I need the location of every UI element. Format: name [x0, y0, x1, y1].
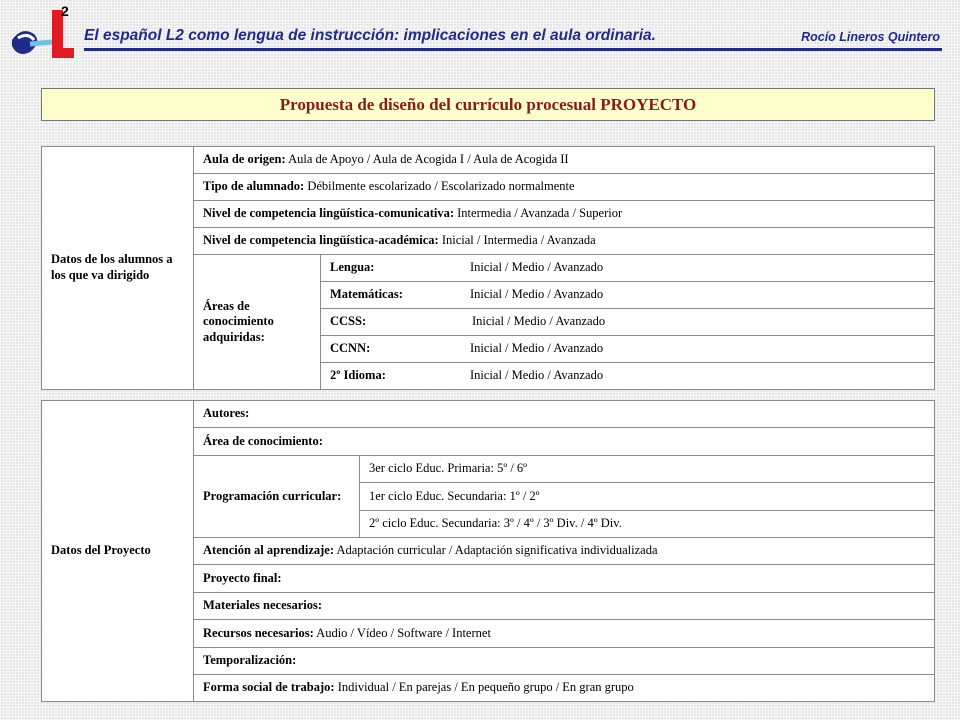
project-data-table — [41, 400, 935, 702]
el2-logo — [8, 2, 76, 66]
nivel-academica-cell: Nivel de competencia lingüística-académica: Inicial / Intermedia / Avanzada — [194, 228, 935, 255]
programacion-secundaria2-cell: 2º ciclo Educ. Secundaria: 3º / 4º / 3º Div. / 4º Div. — [360, 510, 935, 537]
recursos-cell: Recursos necesarios: Audio / Vídeo / Software / Internet — [194, 620, 935, 647]
main-title: Propuesta de diseño del currículo procesual PROYECTO — [41, 88, 935, 121]
table-row — [42, 147, 935, 174]
programacion-label: Programación curricular: — [194, 455, 360, 537]
area-ccnn-cell: CCNN: Inicial / Medio / Avanzado — [321, 336, 935, 363]
header-title: El español L2 como lengua de instrucción: implicaciones en el aula ordinaria. — [84, 27, 656, 44]
atencion-cell: Atención al aprendizaje: Adaptación curricular / Adaptación significativa individualizada — [194, 537, 935, 564]
autores-cell: Autores: — [194, 401, 935, 428]
students-data-table — [41, 146, 935, 390]
tipo-alumnado-cell: Tipo de alumnado: Débilmente escolarizado / Escolarizado normalmente — [194, 174, 935, 201]
area-conocimiento-cell: Área de conocimiento: — [194, 428, 935, 455]
forma-social-cell: Forma social de trabajo: Individual / En parejas / En pequeño grupo / En gran grupo — [194, 674, 935, 701]
students-group-label: Datos de los alumnos a los que va dirigido — [42, 147, 194, 390]
area-idioma-cell: 2º Idioma: Inicial / Medio / Avanzado — [321, 363, 935, 390]
aula-origen-cell: Aula de origen: Aula de Apoyo / Aula de Acogida I / Aula de Acogida II — [194, 147, 935, 174]
temporalizacion-cell: Temporalización: — [194, 647, 935, 674]
programacion-secundaria1-cell: 1er ciclo Educ. Secundaria: 1º / 2º — [360, 483, 935, 510]
nivel-comunicativa-cell: Nivel de competencia lingüística-comunicativa: Intermedia / Avanzada / Superior — [194, 201, 935, 228]
project-group-label: Datos del Proyecto — [42, 401, 194, 702]
header-divider — [84, 48, 942, 51]
area-matematicas-cell: Matemáticas: Inicial / Medio / Avanzado — [321, 282, 935, 309]
programacion-primaria-cell: 3er ciclo Educ. Primaria: 5º / 6º — [360, 455, 935, 482]
materiales-cell: Materiales necesarios: — [194, 592, 935, 619]
area-lengua-cell: Lengua: Inicial / Medio / Avanzado — [321, 255, 935, 282]
area-ccss-cell: CCSS: Inicial / Medio / Avanzado — [321, 309, 935, 336]
proyecto-final-cell: Proyecto final: — [194, 565, 935, 592]
areas-label: Áreas de conocimiento adquiridas: — [194, 255, 321, 390]
table-row — [42, 401, 935, 428]
svg-text:2: 2 — [61, 3, 69, 19]
header-author: Rocío Lineros Quintero — [801, 30, 940, 44]
